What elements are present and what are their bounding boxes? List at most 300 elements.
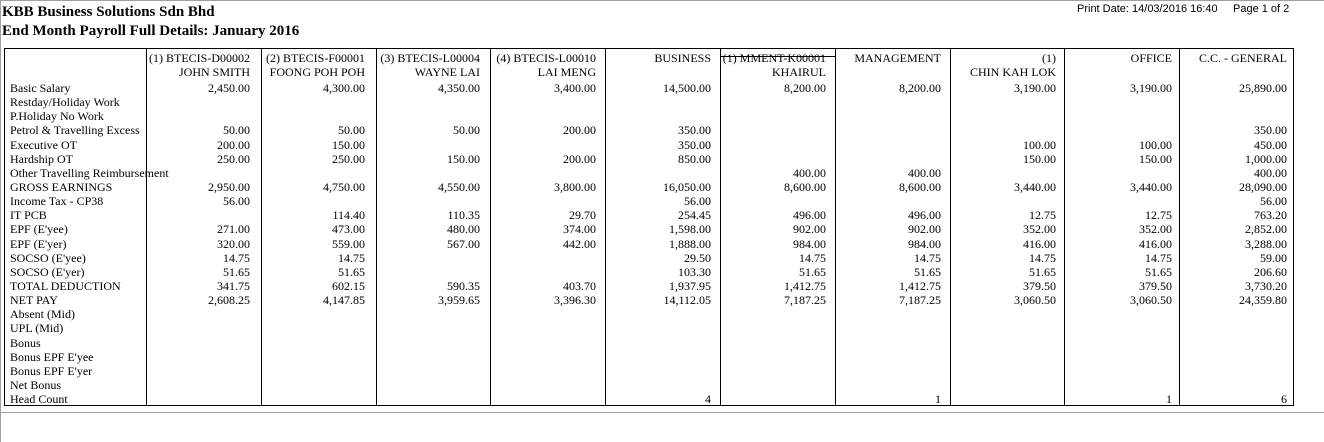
table-cell: 2,852.00 [1245,222,1287,237]
table-cell [208,109,250,123]
table-cell: 200.00 [563,151,596,166]
table-cell: 902.00 [908,222,941,237]
table-cell [438,350,480,364]
table-cell: 100.00 [1139,137,1172,152]
row-label: Executive OT [10,137,77,152]
table-cell: 320.00 [217,236,250,251]
table-cell: 350.00 [678,123,711,138]
table-cell [899,378,941,392]
table-cell [663,166,711,180]
row-label: Head Count [10,392,68,407]
column-values-mment-k00001 [784,81,826,406]
table-cell: 590.35 [447,278,480,293]
row-label: Bonus EPF E'yee [10,349,94,364]
table-cell [899,307,941,321]
column-header-name: WAYNE LAI [414,65,480,79]
table-cell [438,194,480,208]
column-values-office-total [1130,81,1172,406]
column-header-code: OFFICE [1130,51,1172,65]
row-label: Absent (Mid) [10,307,75,322]
table-cell: 12.75 [1029,208,1056,223]
table-cell [784,307,826,321]
table-cell: 8,200.00 [784,81,826,95]
column-header-code: (1) BTECIS-D00002 [149,51,250,65]
table-cell: 8,600.00 [899,179,941,194]
column-values-chin-kah-lok [1014,81,1056,406]
column-values-cc-general-total [1239,81,1287,406]
table-cell: 567.00 [447,236,480,251]
table-cell: 271.00 [217,222,250,237]
column-header-cc-general-total [1199,51,1287,65]
table-cell [208,166,250,180]
table-cell [1130,378,1172,392]
table-cell: 4,550.00 [438,179,480,194]
table-cell: 51.65 [1029,264,1056,279]
table-cell [784,138,826,152]
column-header-code: (1) MMENT-K00001 [722,51,826,65]
table-cell: 559.00 [332,236,365,251]
table-cell: 3,190.00 [1130,81,1172,95]
table-cell [1014,307,1056,321]
table-cell: 379.50 [1139,278,1172,293]
table-cell: 3,060.50 [1130,293,1172,308]
table-cell: 3,800.00 [554,179,596,194]
table-cell [208,208,250,222]
table-cell [1014,109,1056,123]
table-cell [784,194,826,208]
row-label: UPL (Mid) [10,321,64,336]
page-indicator: Page 1 of 2 [1233,3,1290,15]
table-cell: 496.00 [793,208,826,223]
table-cell [1239,336,1287,350]
table-cell [438,378,480,392]
table-cell: 6 [1281,392,1287,407]
row-label: IT PCB [10,208,47,223]
table-cell [663,321,711,335]
row-label: NET PAY [10,293,58,308]
table-cell: 3,440.00 [1130,179,1172,194]
table-cell [323,321,365,335]
table-cell: 984.00 [908,236,941,251]
table-cell: 416.00 [1023,236,1056,251]
table-cell [784,350,826,364]
table-cell [1014,364,1056,378]
report-title: End Month Payroll Full Details: January 2016 [2,23,300,39]
table-cell: 50.00 [338,123,365,138]
table-cell [784,109,826,123]
table-cell [323,109,365,123]
row-label: Basic Salary [10,81,71,95]
table-cell: 16,050.00 [663,179,711,194]
table-cell [784,321,826,335]
table-cell: 4 [705,392,711,407]
table-cell [899,336,941,350]
company-name: KBB Business Solutions Sdn Bhd [2,4,215,20]
table-cell: 51.65 [799,264,826,279]
table-cell [1239,350,1287,364]
table-cell [323,166,365,180]
table-cell: 14,500.00 [663,81,711,95]
table-cell: 250.00 [217,151,250,166]
column-header-code: C.C. - GENERAL [1199,51,1287,65]
table-cell: 51.65 [223,264,250,279]
table-cell: 206.60 [1254,264,1287,279]
row-label: TOTAL DEDUCTION [10,278,121,293]
table-cell: 14.75 [1029,250,1056,265]
table-cell [554,95,596,109]
column-header-management-total [854,51,941,65]
table-cell: 416.00 [1139,236,1172,251]
column-header-btecis-l00010 [496,51,596,79]
table-cell: 2,950.00 [208,179,250,194]
table-cell [438,364,480,378]
table-cell: 352.00 [1023,222,1056,237]
table-cell [323,350,365,364]
column-values-btecis-d00002 [208,81,250,406]
table-cell: 56.00 [223,194,250,209]
table-cell: 1 [935,392,941,407]
table-cell: 103.30 [678,264,711,279]
table-cell: 1,937.95 [669,278,711,293]
table-cell: 56.00 [1260,194,1287,209]
table-cell [899,109,941,123]
table-cell [323,95,365,109]
table-cell: 1,598.00 [669,222,711,237]
table-cell [438,392,480,406]
table-cell [554,378,596,392]
table-cell: 59.00 [1260,250,1287,265]
table-cell: 341.75 [217,278,250,293]
table-cell: 250.00 [332,151,365,166]
table-cell: 29.50 [684,250,711,265]
table-cell [554,109,596,123]
table-cell: 150.00 [1139,151,1172,166]
table-cell: 4,300.00 [323,81,365,95]
table-cell: 3,288.00 [1245,236,1287,251]
table-cell [554,265,596,279]
column-header-office-total [1131,51,1172,65]
column-header-code: (1) [1042,51,1056,65]
column-values-btecis-f00001 [323,81,365,406]
table-cell [1014,123,1056,137]
column-divider [720,49,721,405]
table-cell: 51.65 [338,264,365,279]
table-cell: 350.00 [678,137,711,152]
table-cell [784,378,826,392]
table-cell [1014,378,1056,392]
row-labels [10,81,169,406]
table-cell: 14.75 [1145,250,1172,265]
row-label: Hardship OT [10,151,73,166]
table-cell [1130,109,1172,123]
table-cell [784,336,826,350]
column-header-btecis-l00004 [380,51,480,79]
column-header-name: CHIN KAH LOK [970,65,1056,79]
column-divider [376,49,377,405]
column-divider [1179,49,1180,405]
table-cell [1130,166,1172,180]
table-cell [1014,194,1056,208]
table-cell: 850.00 [678,151,711,166]
table-cell [438,251,480,265]
table-cell: 984.00 [793,236,826,251]
table-cell: 14.75 [223,250,250,265]
row-label: SOCSO (E'yer) [10,264,85,279]
table-cell: 150.00 [1023,151,1056,166]
table-cell: 374.00 [563,222,596,237]
table-cell: 3,440.00 [1014,179,1056,194]
row-label: Other Travelling Reimbursement [10,165,169,180]
table-cell [1130,123,1172,137]
table-cell [899,138,941,152]
table-cell [438,265,480,279]
table-cell: 110.35 [447,208,480,223]
column-divider [835,49,836,405]
table-cell [1130,95,1172,109]
table-cell: 3,396.30 [554,293,596,308]
row-label: EPF (E'yee) [10,222,68,237]
table-cell: 1,888.00 [669,236,711,251]
table-cell: 602.15 [332,278,365,293]
table-cell [208,307,250,321]
table-cell [554,194,596,208]
row-label: Income Tax - CP38 [10,194,104,209]
column-divider [490,49,491,405]
column-header-code: (4) BTECIS-L00010 [496,51,596,65]
row-label: Restday/Holiday Work [10,95,120,110]
window-top-border [0,0,1324,1]
table-cell [438,307,480,321]
table-cell [784,152,826,166]
column-values-management-total [899,81,941,406]
table-cell: 200.00 [563,123,596,138]
page-bottom-divider [0,412,1324,413]
table-cell: 496.00 [908,208,941,223]
table-cell: 7,187.25 [784,293,826,308]
table-cell: 473.00 [332,222,365,237]
table-cell [663,307,711,321]
column-header-name: KHAIRUL [772,65,826,79]
table-cell: 14.75 [799,250,826,265]
column-divider [950,49,951,405]
table-cell: 14.75 [338,250,365,265]
table-cell [1239,95,1287,109]
table-cell: 2,608.25 [208,293,250,308]
table-cell [899,321,941,335]
table-cell: 450.00 [1254,137,1287,152]
table-cell [1130,321,1172,335]
column-header-chin-kah-lok [970,51,1056,79]
table-cell: 24,359.80 [1239,293,1287,308]
table-cell [663,350,711,364]
table-cell: 480.00 [447,222,480,237]
table-cell: 400.00 [1254,165,1287,180]
window-left-border [0,0,1,442]
print-date: Print Date: 14/03/2016 16:40 [1077,3,1218,15]
row-label: Net Bonus [10,377,61,392]
row-label: EPF (E'yer) [10,236,67,251]
table-cell [323,392,365,406]
table-cell [899,364,941,378]
column-header-code: (3) BTECIS-L00004 [380,51,480,65]
column-divider [1064,49,1065,405]
table-cell [899,95,941,109]
table-cell [554,307,596,321]
table-cell [1130,194,1172,208]
table-cell: 1 [1166,392,1172,407]
table-cell [208,392,250,406]
table-cell [438,166,480,180]
table-cell: 379.50 [1023,278,1056,293]
table-cell [1239,321,1287,335]
table-cell: 1,412.75 [784,278,826,293]
table-cell: 403.70 [563,278,596,293]
table-cell: 4,750.00 [323,179,365,194]
table-cell [554,138,596,152]
table-cell: 150.00 [447,151,480,166]
table-cell [1130,307,1172,321]
row-label: SOCSO (E'yee) [10,250,86,265]
table-cell: 3,959.65 [438,293,480,308]
table-cell: 3,400.00 [554,81,596,95]
table-cell [1130,364,1172,378]
table-cell: 12.75 [1145,208,1172,223]
table-cell: 4,147.85 [323,293,365,308]
table-cell: 14.75 [914,250,941,265]
table-cell: 1,000.00 [1245,151,1287,166]
table-cell: 150.00 [332,137,365,152]
row-label: Petrol & Travelling Excess [10,123,140,138]
column-header-name: JOHN SMITH [178,65,250,79]
table-cell [323,364,365,378]
table-cell: 28,090.00 [1239,179,1287,194]
column-header-code: BUSINESS [654,51,711,65]
table-cell: 350.00 [1254,123,1287,138]
column-header-name: FOONG POH POH [269,65,365,79]
table-cell [1130,350,1172,364]
table-cell [554,336,596,350]
table-cell: 200.00 [217,137,250,152]
table-cell: 8,200.00 [899,81,941,95]
row-label: Bonus [10,335,41,350]
table-cell: 51.65 [1145,264,1172,279]
table-cell [1014,321,1056,335]
column-header-btecis-f00001 [266,51,365,79]
table-cell: 400.00 [793,165,826,180]
table-cell [784,364,826,378]
table-cell [208,336,250,350]
table-cell: 763.20 [1254,208,1287,223]
table-cell [323,336,365,350]
table-cell: 50.00 [453,123,480,138]
table-cell [1014,95,1056,109]
table-cell [899,194,941,208]
table-cell [438,95,480,109]
row-label: Bonus EPF E'yer [10,363,93,378]
table-cell [438,336,480,350]
table-cell: 25,890.00 [1239,81,1287,95]
table-cell: 50.00 [223,123,250,138]
column-header-business-total [654,51,711,65]
table-cell [784,95,826,109]
table-cell [208,321,250,335]
table-cell [323,307,365,321]
table-cell [1014,166,1056,180]
table-cell [899,152,941,166]
table-cell [323,378,365,392]
table-cell [1239,109,1287,123]
table-cell [554,166,596,180]
table-cell [1014,392,1056,406]
table-cell: 3,730.20 [1245,278,1287,293]
column-header-code: (2) BTECIS-F00001 [266,51,365,65]
table-cell [784,392,826,406]
table-cell [438,109,480,123]
payroll-table [4,48,1294,406]
table-cell [663,378,711,392]
table-cell: 56.00 [684,194,711,209]
table-cell [1014,336,1056,350]
column-header-mment-k00001 [723,51,826,79]
table-cell: 51.65 [914,264,941,279]
table-cell [208,350,250,364]
column-values-btecis-l00010 [554,81,596,406]
table-cell: 14,112.05 [663,293,711,308]
table-cell [1130,336,1172,350]
table-cell: 442.00 [563,236,596,251]
table-cell [554,251,596,265]
column-header-btecis-d00002 [149,51,250,79]
table-cell [899,123,941,137]
table-cell: 352.00 [1139,222,1172,237]
table-cell [1239,364,1287,378]
table-cell: 8,600.00 [784,179,826,194]
table-cell [554,321,596,335]
column-values-business-total [663,81,711,406]
table-cell: 114.40 [332,208,365,223]
table-cell [784,123,826,137]
table-cell: 254.45 [678,208,711,223]
table-cell [663,336,711,350]
table-cell [554,350,596,364]
table-cell: 29.70 [569,208,596,223]
column-header-name: LAI MENG [537,65,596,79]
table-cell [1239,378,1287,392]
table-cell: 100.00 [1023,137,1056,152]
table-cell: 1,412.75 [899,278,941,293]
table-cell: 3,060.50 [1014,293,1056,308]
table-cell: 4,350.00 [438,81,480,95]
table-cell [208,95,250,109]
table-cell [208,378,250,392]
table-cell [554,392,596,406]
table-cell: 400.00 [908,165,941,180]
column-divider [261,49,262,405]
row-label: GROSS EARNINGS [10,179,113,194]
table-cell: 902.00 [793,222,826,237]
table-cell [208,364,250,378]
table-cell [663,109,711,123]
table-cell [1239,307,1287,321]
table-cell [899,350,941,364]
table-cell [323,194,365,208]
table-cell: 7,187.25 [899,293,941,308]
column-divider [605,49,606,405]
table-cell: 3,190.00 [1014,81,1056,95]
table-cell [438,138,480,152]
table-cell [554,364,596,378]
table-cell [438,321,480,335]
